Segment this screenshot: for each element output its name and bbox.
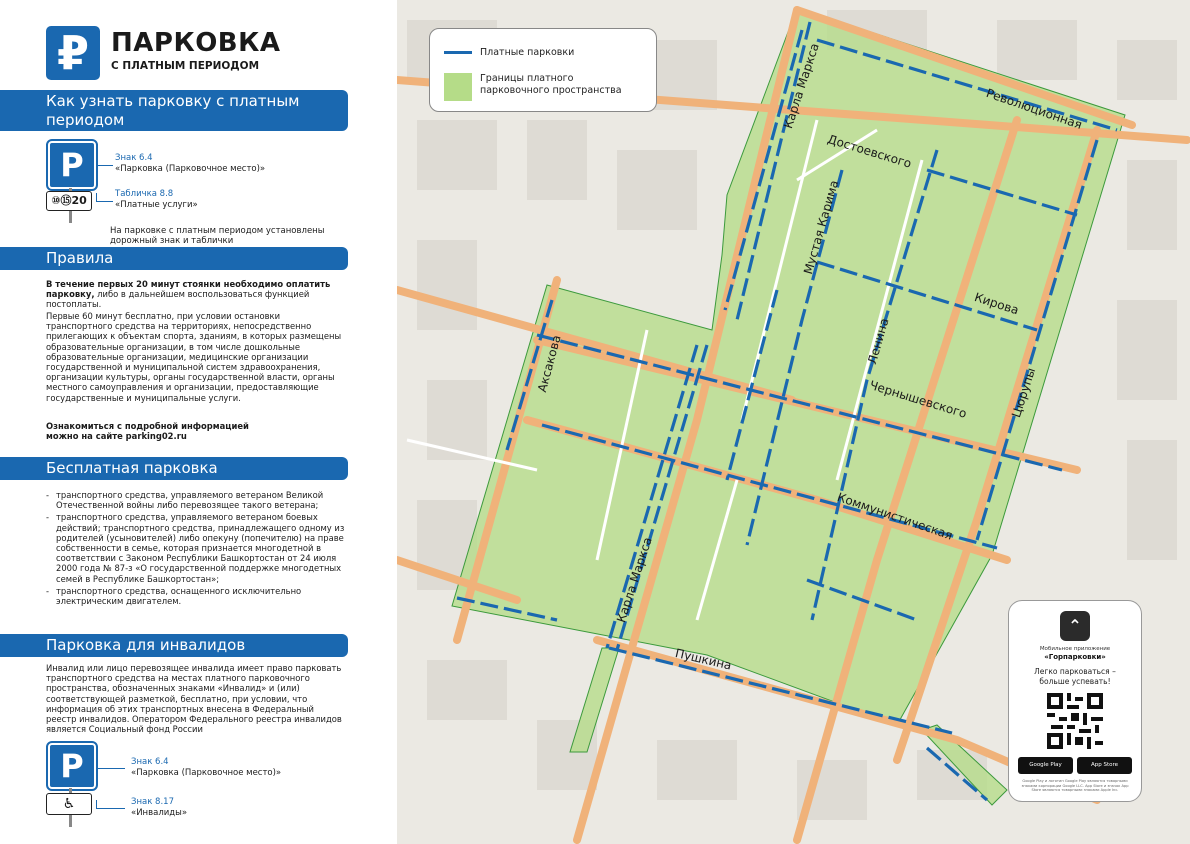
google-play-button[interactable]: Google Play bbox=[1018, 757, 1073, 774]
rules-paragraph-1 bbox=[46, 279, 346, 310]
sign-code: Знак 6.4 bbox=[131, 757, 169, 767]
sign-leader-line bbox=[96, 157, 113, 166]
street-label: Кирова bbox=[972, 290, 1021, 318]
legend-zone: Границы платного парковочного пространства bbox=[480, 73, 622, 96]
street-label: Цюрупы bbox=[1009, 366, 1039, 420]
plate-name: «Платные услуги» bbox=[115, 200, 198, 210]
legend-paid: Платные парковки bbox=[480, 47, 575, 58]
rules-more-info: Ознакомиться с подробной информацией можно на сайте parking02.ru bbox=[46, 421, 249, 442]
sign-name: «Инвалиды» bbox=[131, 808, 188, 818]
plate-8-8-label bbox=[115, 189, 198, 211]
sign-name: «Парковка (Парковочное место)» bbox=[115, 164, 266, 174]
app-promo-card bbox=[1008, 600, 1142, 802]
street-label: Карла Маркса bbox=[614, 535, 655, 625]
list-item: - транспортного средства, оснащенного исключительно электрическим двигателем. bbox=[46, 586, 348, 606]
sign-pole bbox=[69, 815, 72, 827]
street-label: Коммунистическая bbox=[835, 490, 955, 543]
parking-map[interactable] bbox=[397, 0, 1190, 844]
page-subtitle: С ПЛАТНЫМ ПЕРИОДОМ bbox=[111, 60, 260, 72]
sign-code: Знак 6.4 bbox=[115, 153, 153, 163]
sign-name: «Парковка (Парковочное место)» bbox=[131, 768, 282, 778]
list-item: - транспортного средства, управляемого ветераном боевых действий; транспортного средства, принадлежащего одному из родителей (усыновителей) либо опекуну (попечителю) на праве собственности в семье, которая признается многодетной в соответствии с Законом Республики Башкортостан от 24 июля 2000 года № 87-з «О государственной поддержке многодетных семей в Республике Башкортостан»; bbox=[46, 512, 348, 583]
app-fine-print: Google Play и логотип Google Play являются товарными знаками корпорации Google LLC. App Store и значок App Store являются товарными знаками Apple Inc. bbox=[1021, 779, 1129, 792]
ruble-logo-icon: ₽ bbox=[46, 26, 100, 80]
paid-line-swatch bbox=[444, 51, 472, 54]
section-how-title: Как узнать парковку с платным периодом bbox=[0, 90, 348, 131]
zone-swatch bbox=[444, 73, 472, 101]
street-label: Мустая Карима bbox=[801, 178, 842, 276]
app-store-button[interactable]: App Store bbox=[1077, 757, 1132, 774]
sign-note: На парковке с платным периодом установлены дорожный знак и таблички bbox=[110, 226, 325, 246]
sign-6-4-label bbox=[131, 757, 281, 779]
rules-paragraph-2: Первые 60 минут бесплатно, при условии остановки транспортного средства на территориях, непосредственно прилегающих к объектам спорта, зданиям, в которых размещены образовательные организации, в том числе дошкольные образовательные организации, медицинские организации государственной и муниципальной систем здравоохранения, организации культуры, органы государственной власти, органы местного самоуправления и организации, предоставляющие государственные и муниципальные услуги. bbox=[46, 311, 342, 403]
page-title: ПАРКОВКА bbox=[111, 28, 281, 58]
plate-code: Табличка 8.8 bbox=[115, 189, 174, 199]
sign-leader-line bbox=[96, 193, 113, 202]
app-caption: Мобильное приложение bbox=[1039, 646, 1111, 652]
map-legend bbox=[429, 28, 657, 112]
disabled-text: Инвалид или лицо перевозящее инвалида имеет право парковать транспортного средства на местах платного парковочного пространства, обозначенных знаками «Инвалид» и (или) соответствующей разметкой, бесплатно, при условии, что информация об этих транспортных внесена в Федеральный реестр инвалидов. Оператором Федерального реестра инвалидов является Социальный фонд России bbox=[46, 663, 342, 735]
disabled-sign-icon: ♿ bbox=[46, 793, 92, 815]
list-item: - транспортного средства, управляемого ветераном Великой Отечественной войны либо перевозящее такого ветерана; bbox=[46, 490, 348, 510]
section-disabled-title: Парковка для инвалидов bbox=[0, 634, 348, 657]
street-label: Аксакова bbox=[535, 333, 564, 394]
street-label: Ленина bbox=[865, 316, 892, 366]
sign-8-17-label bbox=[131, 797, 187, 819]
parking-sign-icon: P bbox=[48, 743, 96, 789]
free-parking-list bbox=[46, 490, 348, 608]
info-panel bbox=[0, 0, 397, 844]
street-label: Революционная bbox=[984, 86, 1084, 132]
paid-services-plate-icon: ⑩⑮20 bbox=[46, 191, 92, 211]
section-free-title: Бесплатная парковка bbox=[0, 457, 348, 480]
parking-sign-icon: P bbox=[48, 141, 96, 189]
street-label: Пушкина bbox=[673, 646, 733, 673]
section-rules-title: Правила bbox=[0, 247, 348, 270]
qr-code-icon[interactable] bbox=[1047, 693, 1103, 749]
street-label: Достоевского bbox=[825, 132, 914, 171]
street-label: Чернышевского bbox=[867, 378, 969, 421]
rules-bold-text: В течение первых 20 минут стоянки необходимо оплатить парковку, bbox=[46, 279, 331, 300]
sign-code: Знак 8.17 bbox=[131, 797, 174, 807]
app-name: «Горпарковки» bbox=[1044, 653, 1106, 661]
sign-leader-line bbox=[96, 800, 125, 809]
app-slogan: Легко парковаться – больше успевать! bbox=[1034, 667, 1116, 686]
sign-6-4-label bbox=[115, 153, 265, 175]
sign-leader-line bbox=[96, 760, 125, 769]
app-logo-icon: ⌃ bbox=[1060, 611, 1090, 641]
street-label: Карла Маркса bbox=[781, 41, 822, 131]
sign-pole bbox=[69, 211, 72, 223]
rules-text: либо в дальнейшем воспользоваться функцией постоплаты. bbox=[46, 289, 310, 310]
